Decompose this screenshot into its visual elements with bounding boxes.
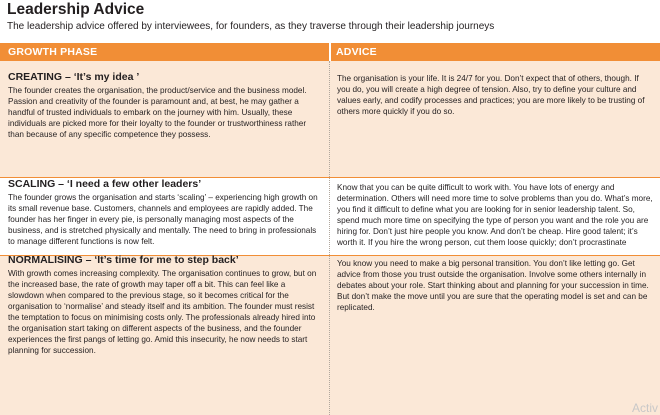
column-header-growth-phase: GROWTH PHASE	[8, 46, 98, 58]
phase-description: The founder creates the organisation, the product/service and the business model. Passion and creativity of the founder is paramount and, at best, he may gather a handful of trusted individuals to embark on the journey with him. Usually, these individuals are picked more for their loyalty to the founder or trustworthiness rather than because of any specific competence they possess.	[8, 86, 307, 139]
advice-cell: Know that you can be quite difficult to work with. You have lots of energy and determination. Others will need more time to solve problems than you do. What’s more, you find it difficult to define what you are looking for in senior leadership talent. So, spend much more time on specifying the type of person you want and the role you are hiring for. Don’t just hire people you know. And don’t be cheap. Hire good talent; it’s worth it. If you hire the wrong person, cut them loose quickly; don’t procrastinate	[337, 183, 653, 247]
phase-cell	[8, 71, 322, 140]
page-subtitle: The leadership advice offered by interviewees, for founders, as they traverse through their leadership journeys	[7, 21, 495, 32]
header-divider	[329, 43, 331, 61]
phase-title: CREATING – ‘It’s my idea ’	[8, 71, 140, 83]
phase-cell	[8, 254, 322, 356]
phase-description: With growth comes increasing complexity. The organisation continues to grow, but on the increased base, the rate of growth may taper off a bit. This can feel like a slowdown when compared to the previous stage, so it becomes critical for the organisation to ‘normalise’ and steady itself and its ambition. The founder must resist the temptation to focus on minimising costs only. The professionals already hired into the organisation start taking on different aspects of the business, and the founder experiences the first pangs of letting go. Amid this insecurity, he now needs to start planning for succession.	[8, 269, 317, 355]
watermark-text: Activ	[631, 401, 658, 415]
phase-description: The founder grows the organisation and starts ‘scaling’ – experiencing high growth on its small revenue base. Customers, channels and employees are rapidly added. The founder has her finger in every pie, is personally managing most aspects of the business, and is stretched physically and mentally. The need to bring in professionals to manage different functions is now felt.	[8, 193, 318, 246]
advice-cell: You know you need to make a big personal transition. You don’t like letting go. Get advice from those you trust outside the organisation. Involve some others internally in debates about your role. Start thinking about and planning for your succession in time. But don’t make the move until you are sure that the operating model is set and can be replicated.	[337, 259, 649, 312]
page-title: Leadership Advice	[7, 1, 145, 18]
column-header-advice: ADVICE	[336, 46, 377, 58]
table-header	[0, 43, 660, 61]
phase-title: NORMALISING – ‘It’s time for me to step back’	[8, 254, 239, 266]
phase-cell	[8, 178, 322, 247]
phase-title: SCALING – ‘I need a few other leaders’	[8, 178, 202, 190]
advice-cell: The organisation is your life. It is 24/7 for you. Don’t expect that of others, though. If you do, you will create a high degree of tension. Also, try to define your culture and values early, and codify processes and practices; you are more likely to be trusting of others more quickly if you do so.	[337, 74, 645, 116]
column-divider	[329, 61, 330, 415]
